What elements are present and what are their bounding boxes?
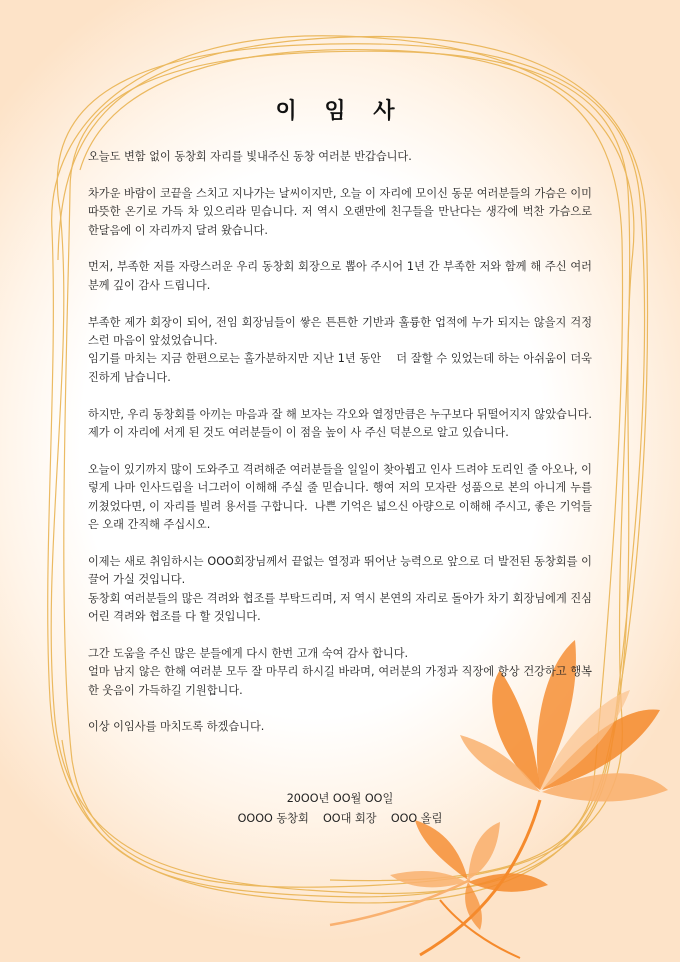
paragraph-line: 부족한 제가 회장이 되어, 전임 회장님들이 쌓은 튼튼한 기반과 훌륭한 업적에 누가 되지는 않을지 걱정스런 마음이 앞섰었습니다. — [88, 315, 592, 348]
letter-paragraph — [88, 553, 596, 627]
letter-date: 20OO년 OO월 OO일 — [286, 792, 394, 805]
paragraph-line: 하지만, 우리 동창회를 아끼는 마음과 잘 해 보자는 각오와 열정만큼은 누구보다 뒤떨어지지 않았습니다. 제가 이 자리에 서게 된 것도 여러분들이 이 점을 높이 사 주신 덕분으로 알고 있습니다. — [88, 407, 596, 440]
paragraph-line: 이상 이임사를 마치도록 하겠습니다. — [88, 720, 265, 734]
paragraph-line: 그간 도움을 주신 많은 분들에게 다시 한번 고개 숙여 감사 합니다. — [88, 646, 409, 660]
letter-paragraph — [88, 148, 592, 166]
paragraph-line: 이제는 새로 취임하시는 OOO회장님께서 끝없는 열정과 뛰어난 능력으로 앞으로 더 발전된 동창회를 이끌어 가실 것입니다. — [88, 554, 592, 587]
paragraph-line: 오늘이 있기까지 많이 도와주고 격려해준 여러분들을 일일이 찾아뵙고 인사 드려야 도리인 줄 아오나, 이렇게 나마 인사드림을 너그러이 이해해 주실 줄 믿습니다. 행여 저의 모자란 성품으로 본의 아니게 누를 끼쳤었다면, 이 자리를 빌려 용서를 구합니다. 나쁜 기억은 넓으신 아량으로 이해해 주시고, 좋은 기억들은 오래 간직해 주십시오. — [88, 462, 596, 532]
paragraph-line: 차가운 바람이 코끝을 스치고 지나가는 날씨이지만, 오늘 이 자리에 모이신 동문 여러분들의 가슴은 이미 따뜻한 온기로 가득 차 있으리라 믿습니다. 저 역시 오랜만에 친구들을 만난다는 생각에 벅찬 가슴으로 한달음에 이 자리까지 달려 왔습니다. — [88, 186, 596, 237]
letter-title: 이 임 사 — [275, 99, 405, 124]
letter-paragraph — [88, 461, 596, 535]
letter-paragraph — [88, 185, 596, 240]
letter-signature: OOOO 동창회 OO대 회장 OOO 올림 — [237, 812, 443, 825]
letter-paragraph — [88, 718, 592, 736]
letter-body — [88, 148, 596, 755]
paragraph-line: 먼저, 부족한 저를 자랑스러운 우리 동창회 회장으로 뽑아 주시어 1년 간 부족한 저와 함께 해 주신 여러분께 깊이 감사 드립니다. — [88, 260, 592, 292]
paragraph-line: 동창회 여러분들의 많은 격려와 협조를 부탁드리며, 저 역시 본연의 자리로 돌아가 차기 회장님에게 진심 어린 격려와 협조를 다 할 것입니다. — [88, 591, 596, 624]
paragraph-line: 오늘도 변함 없이 동창회 자리를 빛내주신 동창 여러분 반갑습니다. — [88, 150, 412, 163]
letter-paragraph — [88, 645, 592, 700]
letter-paragraph — [88, 258, 592, 295]
letter-paragraph — [88, 314, 596, 388]
paragraph-line: 임기를 마치는 지금 한편으로는 홀가분하지만 지난 1년 동안 더 잘할 수 있었는데 하는 아쉬움이 더욱 진하게 남습니다. — [88, 352, 596, 384]
paragraph-line: 얼마 남지 않은 한해 여러분 모두 잘 마무리 하시길 바라며, 여러분의 가정과 직장에 항상 건강하고 행복한 웃음이 가득하길 기원합니다. — [88, 665, 592, 697]
letter-paragraph — [88, 406, 596, 443]
